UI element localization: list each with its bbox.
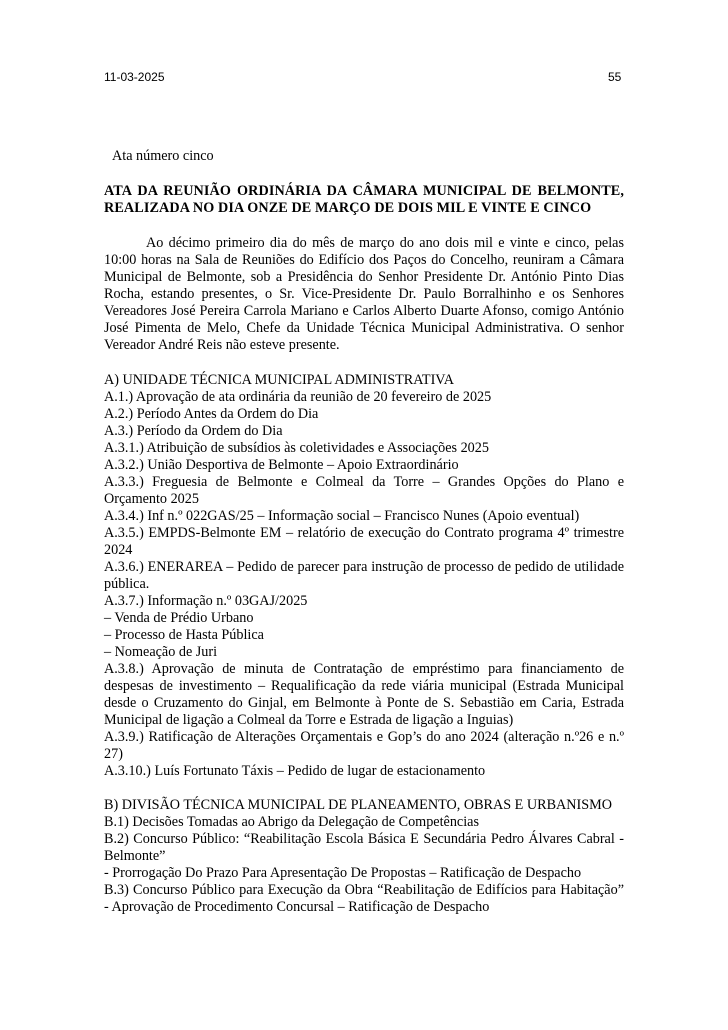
document-title: ATA DA REUNIÃO ORDINÁRIA DA CÂMARA MUNICIPAL DE BELMONTE, REALIZADA NO DIA ONZE DE MARÇO DE DOIS MIL E VINTE E CINCO — [104, 183, 624, 216]
section-a-title: A) UNIDADE TÉCNICA MUNICIPAL ADMINISTRATIVA — [104, 372, 454, 388]
agenda-item: A.3.1.) Atribuição de subsídios às coletividades e Associações 2025 — [104, 440, 489, 456]
page-number: 55 — [608, 70, 622, 84]
agenda-item: A.3.10.) Luís Fortunato Táxis – Pedido de lugar de estacionamento — [104, 763, 486, 779]
section-b — [104, 797, 624, 916]
agenda-item: B.2) Concurso Público: “Reabilitação Escola Básica E Secundária Pedro Álvares Cabral - Belmonte” — [104, 831, 624, 864]
agenda-item: B.1) Decisões Tomadas ao Abrigo da Delegação de Competências — [104, 814, 479, 830]
agenda-item: B.3) Concurso Público para Execução da Obra “Reabilitação de Edifícios para Habitação” - Aprovação de Procedimento Concursal – Ratificação de Despacho — [104, 882, 624, 915]
document-body — [104, 148, 624, 916]
intro-paragraph: Ao décimo primeiro dia do mês de março do ano dois mil e vinte e cinco, pelas 10:00 horas na Sala de Reuniões do Edifício dos Paços do Concelho, reuniram a Câmara Municipal de Belmonte, sob a Presidência do Senhor Presidente Dr. António Pinto Dias Rocha, estando presentes, o Sr. Vice-Presidente Dr. Paulo Borralhinho e os Senhores Vereadores José Pereira Carrola Mariano e Carlos Alberto Duarte Afonso, comigo António José Pimenta de Melo, Chefe da Unidade Técnica Municipal Administrativa. O senhor Vereador André Reis não esteve presente. — [104, 235, 624, 353]
agenda-item: A.3.2.) União Desportiva de Belmonte – Apoio Extraordinário — [104, 457, 459, 473]
agenda-subitem: – Nomeação de Juri — [104, 644, 218, 660]
header-date: 11-03-2025 — [104, 70, 165, 84]
agenda-item: A.1.) Aprovação de ata ordinária da reunião de 20 fevereiro de 2025 — [104, 389, 492, 405]
agenda-item: A.3.4.) Inf n.º 022GAS/25 – Informação social – Francisco Nunes (Apoio eventual) — [104, 508, 580, 524]
agenda-subitem: - Prorrogação Do Prazo Para Apresentação De Propostas – Ratificação de Despacho — [104, 865, 582, 881]
agenda-item: A.3.5.) EMPDS-Belmonte EM – relatório de execução do Contrato programa 4º trimestre 2024 — [104, 525, 624, 558]
section-a — [104, 372, 624, 780]
agenda-subitem: – Venda de Prédio Urbano — [104, 610, 254, 626]
agenda-item: A.3.7.) Informação n.º 03GAJ/2025 — [104, 593, 308, 609]
section-spacer — [104, 780, 624, 797]
agenda-item: A.3.) Período da Ordem do Dia — [104, 423, 283, 439]
section-b-title: B) DIVISÃO TÉCNICA MUNICIPAL DE PLANEAMENTO, OBRAS E URBANISMO — [104, 797, 613, 813]
agenda-item: A.2.) Período Antes da Ordem do Dia — [104, 406, 319, 422]
agenda-item: A.3.6.) ENERAREA – Pedido de parecer para instrução de processo de pedido de utilidade pública. — [104, 559, 624, 592]
ata-number: Ata número cinco — [112, 148, 214, 164]
agenda-item: A.3.9.) Ratificação de Alterações Orçamentais e Gop’s do ano 2024 (alteração n.º26 e n.º 27) — [104, 729, 624, 762]
agenda-subitem: – Processo de Hasta Pública — [104, 627, 264, 643]
agenda-item: A.3.8.) Aprovação de minuta de Contratação de empréstimo para financiamento de despesas de investimento – Requalificação da rede viária municipal (Estrada Municipal desde o Cruzamento do Ginjal, em Belmonte à Ponte de S. Sebastião em Caria, Estrada Municipal de ligação a Colmeal da Torre e Estrada de ligação a Inguias) — [104, 661, 624, 728]
agenda-item: A.3.3.) Freguesia de Belmonte e Colmeal da Torre – Grandes Opções do Plano e Orçamento 2025 — [104, 474, 624, 507]
